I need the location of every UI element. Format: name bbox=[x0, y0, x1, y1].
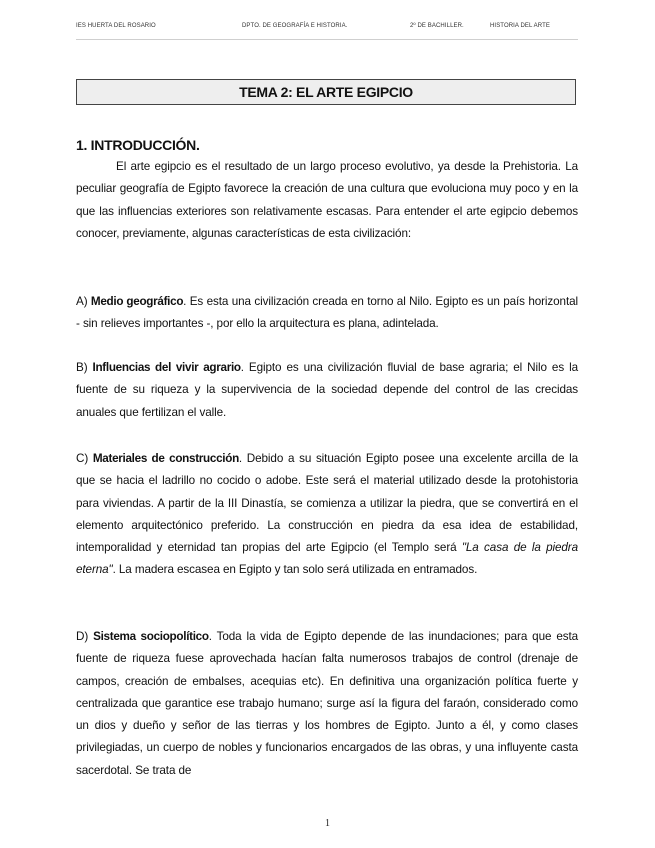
item-d-text: . Toda la vida de Egipto depende de las inundaciones; para que esta fuente de riqueza fuese aprovechada hacían falta numerosos trabajos de control (drenaje de campos, creación de embalses, acequias etc). En definitiva una organización política fuerte y centralizada que garantice ese trabajo humano; surge así la figura del faraón, considerado como un dios y dueño y señor de las tierras y los hombres de Egipto. Junto a él, y como clases privilegiadas, un cuerpo de nobles y funcionarios encargados de las obras, y una influyente casta sacerdotal. Se trata de bbox=[76, 630, 579, 777]
item-b-term: Influencias del vivir agrario bbox=[92, 361, 241, 374]
item-c-letter: C) bbox=[76, 452, 93, 465]
header-divider bbox=[76, 39, 578, 40]
item-c-text: . Debido a su situación Egipto posee una excelente arcilla de la que se hacia el ladrillo no cocido o adobe. Este será el material utilizado desde la protohistoria para viviendas. A partir de la III Dinastía, se comienza a utilizar la piedra, que se convertirá en el elemento arquitectónico preferido. La construcción en piedra da esa idea de estabilidad, intemporalidad y eternidad tan propias del arte Egipcio (el Templo será bbox=[76, 452, 578, 555]
item-b-letter: B) bbox=[76, 361, 93, 374]
item-a-term: Medio geográfico bbox=[90, 295, 184, 308]
item-a-paragraph bbox=[76, 291, 578, 336]
item-b-paragraph bbox=[76, 357, 578, 424]
page-header bbox=[76, 23, 578, 33]
item-b-text: . Egipto es una civilización fluvial de base agraria; el Nilo es la fuente de su riqueza y la supervivencia de la sociedad depende del control de las crecidas anuales que fertilizan el valle. bbox=[76, 361, 578, 419]
header-school: IES HUERTA DEL ROSARIO bbox=[76, 23, 156, 29]
item-c-term: Materiales de construcción bbox=[92, 452, 239, 465]
section-heading: 1. INTRODUCCIÓN. bbox=[76, 137, 200, 153]
item-a-text: . Es esta una civilización creada en torno al Nilo. Egipto es un país horizontal - sin relieves importantes -, por ello la arquitectura es plana, adintelada. bbox=[76, 295, 578, 331]
header-course: 2º DE BACHILLER. bbox=[410, 23, 464, 29]
item-d-term: Sistema sociopolítico bbox=[93, 630, 209, 643]
item-c-paragraph bbox=[76, 448, 578, 582]
item-c-quote: "La casa de la piedra eterna" bbox=[76, 541, 578, 577]
item-c-text-after: . La madera escasea en Egipto y tan solo será utilizada en entramados. bbox=[112, 563, 478, 577]
item-d-letter: D) bbox=[76, 630, 94, 643]
document-title: TEMA 2: EL ARTE EGIPCIO bbox=[239, 84, 413, 100]
page-number: 1 bbox=[325, 818, 330, 829]
header-department: DPTO. DE GEOGRAFÍA E HISTORIA. bbox=[242, 23, 348, 29]
item-d-paragraph bbox=[76, 626, 578, 782]
intro-paragraph: El arte egipcio es el resultado de un largo proceso evolutivo, ya desde la Prehistoria. La peculiar geografía de Egipto favorece la creación de una cultura que evoluciona muy poco y en la que las influencias exteriores son relativamente escasas. Para entender el arte egipcio debemos conocer, previamente, algunas características de esta civilización: bbox=[76, 160, 578, 240]
document-title-box bbox=[76, 79, 576, 105]
header-subject: HISTORIA DEL ARTE bbox=[490, 23, 550, 29]
item-a-letter: A) bbox=[76, 295, 91, 308]
